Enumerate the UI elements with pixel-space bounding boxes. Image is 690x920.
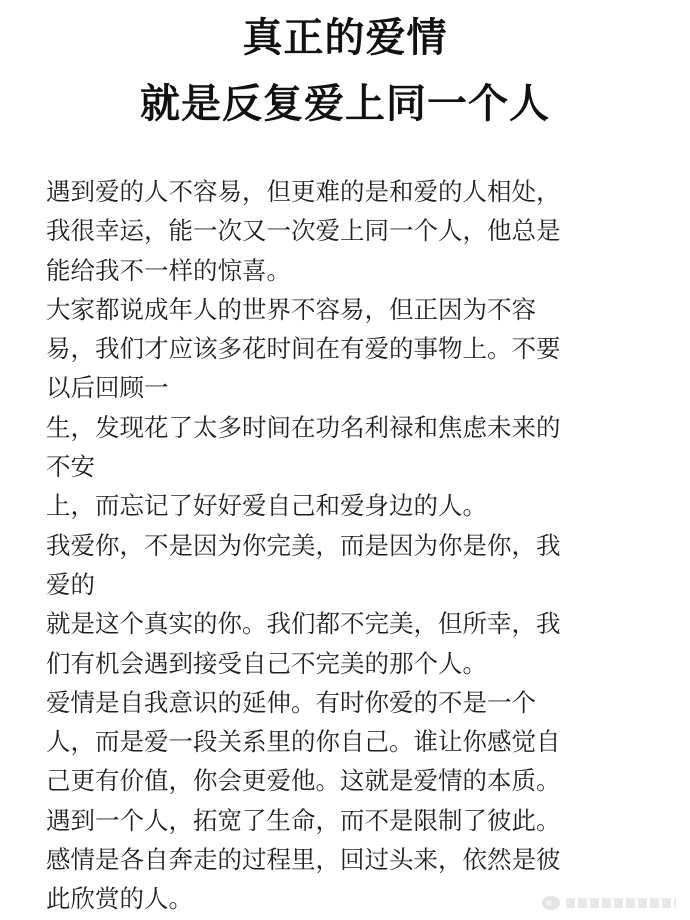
title-line-1: 真正的爱情 [242,15,448,61]
body-line: 我爱你，不是因为你完美，而是因为你是你，我 [46,530,561,560]
body-line: 人，而是爱一段关系里的你自己。谁让你感觉自 [46,727,561,757]
article-body [46,172,646,919]
body-line: 我很幸运，能一次又一次爱上同一个人，他总是 [46,216,561,246]
watermark-text-blur [566,898,676,908]
body-line: 上，而忘记了好好爱自己和爱身边的人。 [46,491,487,521]
body-line: 遇到一个人，拓宽了生命，而不是限制了彼此。 [46,805,561,835]
body-line: 爱的 [46,569,95,599]
body-line: 爱情是自我意识的延伸。有时你爱的不是一个 [46,687,536,717]
body-line: 不安 [46,452,95,482]
body-line: 生，发现花了太多时间在功名利禄和焦虑未来的 [46,412,561,442]
body-line: 遇到爱的人不容易，但更难的是和爱的人相处， [46,177,561,206]
body-line: 大家都说成年人的世界不容易，但正因为不容 [46,294,536,324]
weibo-logo-icon [542,896,560,910]
body-line: 能给我不一样的惊喜。 [46,255,291,285]
body-line: 们有机会遇到接受自己不完美的那个人。 [46,648,487,678]
body-line: 感情是各自奔走的过程里，回过头来，依然是彼 [46,845,561,875]
body-line: 己更有价值，你会更爱他。这就是爱情的本质。 [46,766,561,796]
body-line: 以后回顾一 [46,373,169,403]
title-line-2: 就是反复爱上同一个人 [140,81,550,127]
watermark [542,896,676,910]
body-line: 此欣赏的人。 [46,884,193,914]
body-line: 易，我们才应该多花时间在有爱的事物上。不要 [46,334,561,364]
body-line: 就是这个真实的你。我们都不完美，但所幸，我 [46,609,561,639]
